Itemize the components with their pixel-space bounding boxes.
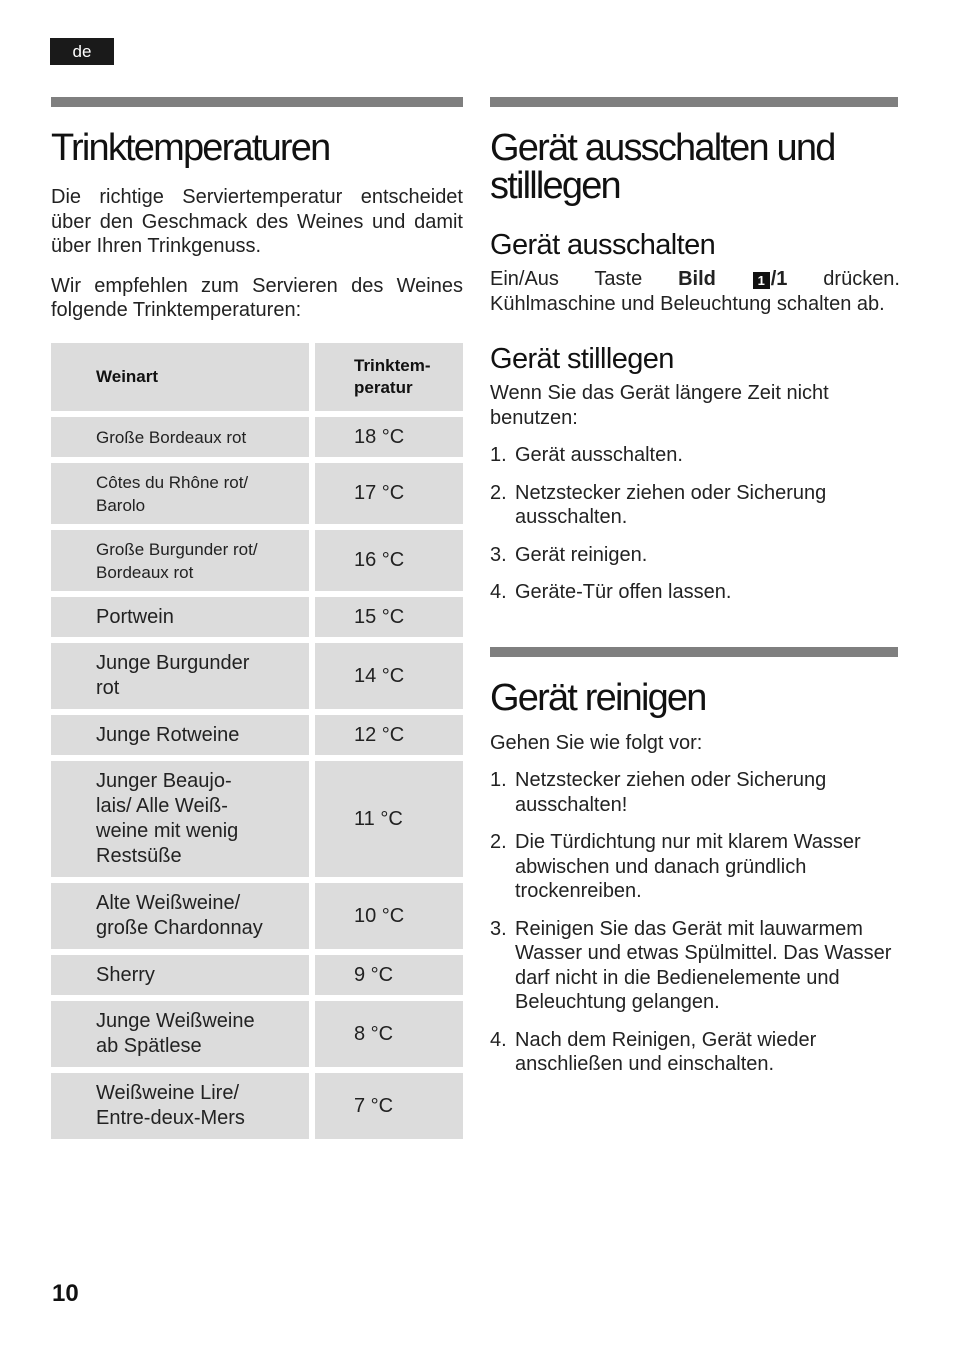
figure-reference-icon: 1 (753, 272, 770, 289)
list-item: 1. Netzstecker ziehen oder Sicherung ausschalten! (490, 769, 827, 816)
list-item: 3. Gerät reinigen. (490, 543, 648, 566)
list-item: 2. Netzstecker ziehen oder Sicherung ausschalten. (490, 481, 827, 528)
wine-name: Große Bordeaux rot (96, 427, 247, 447)
wine-temp: 10 °C (354, 904, 405, 927)
table-row (51, 417, 463, 463)
wine-name: Junge Weißweine ab Spätlese (96, 1010, 255, 1057)
wine-name: Portwein (96, 605, 174, 628)
table-row (51, 1073, 463, 1145)
wine-temp: 11 °C (354, 807, 403, 830)
wine-name: Weißweine Lire/ Entre-deux-Mers (96, 1082, 245, 1129)
list-item: 4. Geräte-Tür offen lassen. (490, 581, 732, 603)
section-rule (51, 97, 463, 107)
wine-name: Sherry (96, 963, 155, 986)
wine-name: Junger Beaujo-lais/ Alle Weiß-weine mit wenig Restsüße (96, 770, 239, 867)
wine-name: Junge Burgunder rot (96, 652, 250, 699)
table-row (51, 597, 463, 643)
wine-temp: 16 °C (354, 549, 405, 571)
section-title-drinking-temperatures: Trinktemperaturen (51, 127, 330, 169)
page-number: 10 (52, 1280, 79, 1307)
section-rule (490, 97, 898, 107)
left-column (51, 97, 463, 323)
subheading-shutdown: Gerät stilllegen (490, 343, 674, 375)
subheading-switch-off: Gerät ausschalten (490, 229, 716, 261)
recommend-paragraph: Wir empfehlen zum Servieren des Weines folgende Trinktemperaturen: (51, 274, 463, 321)
wine-temp: 18 °C (354, 425, 405, 448)
wine-temp: 15 °C (354, 605, 405, 628)
switch-off-paragraph: Ein/Aus Taste Bild 1 /1 drücken. Kühlmaschine und Beleuchtung schalten ab. (490, 268, 900, 315)
wine-temp: 14 °C (354, 664, 405, 687)
wine-temp: 17 °C (354, 482, 405, 504)
wine-temp: 8 °C (354, 1022, 394, 1045)
table-header-row (51, 343, 463, 417)
header-wine-type: Weinart (96, 367, 159, 386)
header-temperature: Trinktem- peratur (354, 356, 431, 397)
wine-name: Große Burgunder rot/ Bordeaux rot (96, 539, 258, 582)
wine-temp: 12 °C (354, 723, 405, 746)
cleaning-intro: Gehen Sie wie folgt vor: (490, 731, 703, 754)
section-title-cleaning: Gerät reinigen (490, 676, 706, 719)
section-title-switch-off: Gerät ausschalten und stilllegen (490, 127, 835, 207)
table-row (51, 715, 463, 761)
wine-temperature-table (51, 343, 463, 1145)
cleaning-steps (490, 768, 900, 1077)
list-item: 1. Gerät ausschalten. (490, 444, 683, 466)
wine-temp: 7 °C (354, 1094, 394, 1117)
table-row (51, 530, 463, 597)
table-row (51, 761, 463, 883)
right-column (490, 97, 900, 1077)
shutdown-intro: Wenn Sie das Gerät längere Zeit nicht benutzen: (490, 382, 829, 429)
wine-name: Alte Weißweine/ große Chardonnay (96, 892, 263, 939)
list-item: 4. Nach dem Reinigen, Gerät wieder anschließen und einschalten. (490, 1028, 817, 1075)
wine-temp: 9 °C (354, 963, 394, 986)
language-tag: de (50, 38, 114, 65)
list-item: 3. Reinigen Sie das Gerät mit lauwarmem Wasser und etwas Spülmittel. Das Wasser darf nicht in die Bedienelemente und Beleuchtung gelangen. (490, 917, 892, 1013)
table-row (51, 463, 463, 530)
section-rule (490, 647, 898, 657)
shutdown-steps (490, 443, 900, 605)
wine-name: Côtes du Rhône rot/ Barolo (96, 472, 249, 515)
table-row (51, 955, 463, 1001)
intro-paragraph: Die richtige Serviertemperatur entscheidet über den Geschmack des Weines und damit über Ihren Trinkgenuss. (51, 186, 463, 257)
table-row (51, 643, 463, 715)
table-row (51, 1001, 463, 1073)
wine-name: Junge Rotweine (96, 723, 240, 746)
table-row (51, 883, 463, 955)
list-item: 2. Die Türdichtung nur mit klarem Wasser abwischen und danach gründlich trockenreiben. (490, 831, 861, 902)
